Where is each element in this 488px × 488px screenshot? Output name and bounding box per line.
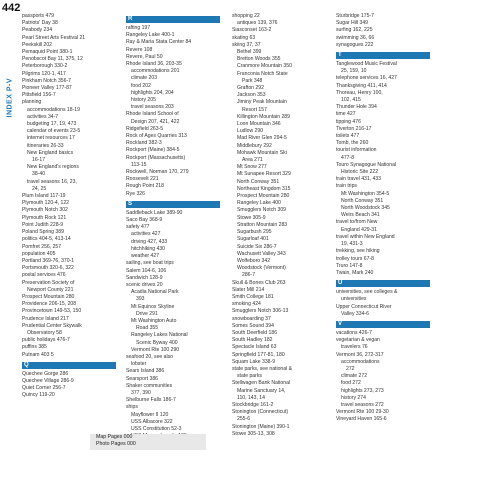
index-entry: 477-8 [341, 154, 355, 161]
index-entry: smoking 424 [232, 301, 261, 308]
index-entry: train travel 431, 433 [336, 176, 382, 183]
index-entry: calendar of events 23-5 [27, 128, 81, 135]
index-entry: time 427 [336, 111, 356, 118]
index-entry: Acadia National Park [131, 289, 179, 296]
index-entry: Rangeley Lake 400 [237, 200, 281, 207]
index-entry: Loon Mountain 346 [237, 121, 281, 128]
index-entry: population 405 [22, 250, 56, 257]
index-entry: 38-40 [32, 171, 46, 178]
index-entry: Sugarloaf 401 [237, 236, 269, 243]
index-entry: Pittsfield 156-7 [22, 92, 56, 99]
index-entry: vegetarian & vegan [336, 337, 380, 344]
index-entry: Skull & Bones Club 263 [232, 279, 286, 286]
index-entry: 113-15 [131, 161, 147, 168]
index-entry: Drive 291 [136, 310, 158, 317]
index-entry: climate 203 [131, 75, 158, 82]
index-entry: hitchhiking 430 [131, 245, 165, 252]
index-entry: New England basics [27, 149, 74, 156]
index-entry: Jiminy Peak Mountain [237, 99, 287, 106]
index-entry: trolley tours 67-8 [336, 255, 374, 262]
index-entry: vacations 426-7 [336, 329, 372, 336]
index-entry: Mohawk Mountain Ski [237, 149, 287, 156]
index-entry: politics 404-5, 413-14 [22, 236, 71, 243]
index-entry: Quechee Gorge 286 [22, 370, 69, 377]
index-entry: 102, 415 [341, 97, 361, 104]
index-entry: Jackson 353 [237, 92, 266, 99]
index-column-3 [232, 13, 328, 487]
index-column-1 [22, 13, 117, 487]
index-entry: Pilgrims 120-1, 417 [22, 70, 66, 77]
index-entry: Thanksgiving 411, 414 [336, 82, 387, 89]
index-entry: Area 271 [242, 157, 263, 164]
index-entry: Preservation Society of [22, 279, 75, 286]
index-entry: North Conway 351 [341, 197, 384, 204]
index-entry: North Woodstock 345 [341, 205, 390, 212]
index-entry: travel within New England [336, 233, 395, 240]
index-entry: 377, 390 [131, 389, 151, 396]
index-entry: Siasconset 163-2 [232, 27, 272, 34]
index-entry: Vermont 36, 272-317 [336, 351, 384, 358]
map-photo-pages-box [90, 434, 206, 450]
index-entry: Mayflower II 120 [131, 411, 169, 418]
index-entry: Pomfret 256, 257 [22, 243, 62, 250]
index-entry: tourist information [336, 147, 377, 154]
index-entry: Springfield 177-81, 180 [232, 351, 285, 358]
section-letter-heading: T [336, 52, 430, 59]
index-entry: safety 477 [126, 224, 150, 231]
index-entry: Marine Sanctuary 14, [237, 387, 286, 394]
index-entry: travel seasons 203 [131, 104, 174, 111]
section-letter-heading: R [126, 16, 220, 23]
index-entry: telephone services 16, 427 [336, 75, 397, 82]
index-entry: Mt Washington Auto [131, 317, 177, 324]
index-entry: Peterborough 330-2 [22, 63, 68, 70]
index-entry: Rangeley Lakes National [131, 332, 188, 339]
index-entry: Somes Sound 394 [232, 322, 274, 329]
index-entry: Ludlow 290 [237, 128, 264, 135]
index-entry: Sugarbush 295 [237, 229, 272, 236]
index-entry: Shelburne Falls 186-7 [126, 397, 176, 404]
index-entry: Upper Connecticut River [336, 303, 392, 310]
index-entry: Stellwagen Bank National [232, 380, 291, 387]
index-entry: Sears Island 386 [126, 368, 165, 375]
index-entry: Road 355 [136, 325, 159, 332]
section-letter-heading: V [336, 321, 430, 328]
index-entry: activities 427 [131, 231, 161, 238]
index-entry: 25, 159, 10 [341, 68, 367, 75]
index-entry: state parks, see national & [232, 365, 293, 372]
index-entry: England 429-31 [341, 226, 377, 233]
index-entry: Ridgefield 263-5 [126, 125, 164, 132]
index-entry: Mad River Glen 294-5 [237, 135, 287, 142]
index-entry: 255-6 [237, 416, 251, 423]
index-entry: Weirs Beach 341 [341, 212, 380, 219]
index-entry: snowboarding 37 [232, 315, 271, 322]
index-entry: Prudential Center Skywalk [22, 322, 82, 329]
index-entry: Portland 369-76, 370-1 [22, 257, 75, 264]
index-entry: Prospect Mountain 280 [237, 193, 290, 200]
index-entry: Plymouth 120-4, 122 [22, 200, 70, 207]
index-entry: Suicide Six 286-7 [237, 243, 277, 250]
index-entry: Quiet Corner 256-7 [22, 385, 66, 392]
index-entry: Historic Site 222 [341, 169, 379, 176]
index-entry: travel seasons 16, 23, [27, 178, 77, 185]
index-entry: accommodations 18-19 [27, 106, 80, 113]
index-entry: Point Judith 228-9 [22, 221, 64, 228]
index-entry: Stonington (Maine) 390-1 [232, 423, 290, 430]
index-entry: South Deerfield 186 [232, 329, 278, 336]
index-entry: Middlebury 292 [237, 142, 272, 149]
index-entry: Resort 157 [242, 106, 267, 113]
index-entry: Mt Snow 277 [237, 164, 267, 171]
index-entry: Rough Point 218 [126, 183, 164, 190]
index-entry: activities 34-7 [27, 113, 59, 120]
index-entry: skating 63 [232, 34, 256, 41]
index-entry: Smugglers Notch 309 [237, 207, 286, 214]
index-entry: Squam Lake 338-9 [232, 358, 276, 365]
index-entry: Peekskill 202 [22, 41, 53, 48]
index-entry: travel to/from New [336, 219, 378, 226]
index-entry: Cranmore Mountain 350 [237, 63, 292, 70]
index-entry: Park 348 [242, 77, 263, 84]
index-entry: Saco Bay 368-9 [126, 217, 163, 224]
index-entry: itineraries 26-33 [27, 142, 64, 149]
index-entry: Sugar Hill 349 [336, 20, 368, 27]
index-entry: Poland Spring 389 [22, 229, 64, 236]
index-entry: Saddleback Lake 389-90 [126, 209, 183, 216]
index-entry: public holidays 476-7 [22, 337, 70, 344]
index-entry: Plymouth Rock 121 [22, 214, 67, 221]
index-entry: driving 427, 433 [131, 238, 168, 245]
index-entry: shopping 22 [232, 13, 260, 19]
index-entry: Observatory 58 [27, 329, 62, 336]
side-tab-label: INDEX P-V [6, 77, 14, 118]
index-entry: Mt Sunapee Resort 329 [237, 171, 291, 178]
index-entry: seafood 20, see also [126, 353, 174, 360]
index-entry: Thoreau, Henry 100, [336, 89, 383, 96]
index-entry: Grafton 292 [237, 85, 264, 92]
index-entry: universities [341, 296, 367, 303]
index-entry: Sandwich 128-9 [126, 274, 163, 281]
index-entry: Salem 104-6, 106 [126, 267, 167, 274]
index-entry: Peabody 234 [22, 27, 53, 34]
index-entry: train trips [336, 183, 357, 190]
index-entry: Woodstock (Vermont) [237, 265, 286, 272]
index-column-4 [336, 13, 432, 487]
index-entry: 286-7 [242, 272, 256, 279]
index-entry: Pioneer Valley 177-87 [22, 85, 72, 92]
index-entry: Stratton Mountain 283 [237, 221, 288, 228]
index-entry: Mt Washington 354-5 [341, 190, 390, 197]
section-letter-heading: U [336, 280, 430, 287]
index-columns [18, 13, 486, 487]
index-entry: budgeting 17, 19, 473 [27, 121, 77, 128]
index-entry: South Hadley 182 [232, 337, 273, 344]
index-entry: planning [22, 99, 42, 106]
index-entry: Thunder Hole 394 [336, 104, 377, 111]
index-entry: New England's regions [27, 164, 79, 171]
index-entry: history 205 [131, 97, 156, 104]
index-entry: Twain, Mark 240 [336, 269, 374, 276]
index-entry: toilets 477 [336, 133, 360, 140]
index-entry: travelers 76 [341, 344, 368, 351]
map-pages-label: Map Pages 000 [96, 434, 133, 440]
index-entry: 110, 143, 14 [237, 394, 265, 401]
index-entry: Pinkham Notch 356-7 [22, 77, 71, 84]
index-entry: universities, see colleges & [336, 289, 398, 296]
index-entry: Northeast Kingdom 315 [237, 185, 291, 192]
index-entry: Pearl Street Arts Festival 21 [22, 34, 86, 41]
index-entry: food 202 [131, 82, 151, 89]
index-entry: Bethel 399 [237, 49, 262, 56]
index-entry: highlights 204, 204 [131, 89, 174, 96]
index-entry: Rangeley Lake 400-1 [126, 32, 175, 39]
index-entry: Touro Synagogue National [336, 161, 397, 168]
index-entry: Smugglers Notch 306-13 [232, 308, 289, 315]
index-entry: swimming 36, 66 [336, 34, 375, 41]
index-entry: Rockport (Massachusetts) [126, 154, 186, 161]
index-entry: Prospect Mountain 280 [22, 293, 75, 300]
index-entry: Rhode Island School of [126, 111, 179, 118]
index-entry: Spectacle Island 63 [232, 344, 277, 351]
index-entry: Killington Mountain 289 [237, 113, 290, 120]
index-entry: food 272 [341, 380, 361, 387]
index-column-2 [126, 13, 222, 487]
index-entry: Slater Mill 214 [232, 286, 265, 293]
index-entry: Shaker communities [126, 382, 173, 389]
index-entry: synagogues 222 [336, 41, 374, 48]
index-entry: Stowe 305-13, 308 [232, 430, 275, 437]
index-entry: Truro 147-8 [336, 262, 363, 269]
index-entry: 16-17 [32, 157, 46, 164]
index-entry: Franconia Notch State [237, 70, 288, 77]
index-entry: rafting 197 [126, 25, 151, 31]
index-entry: Rockwell, Norman 170, 279 [126, 169, 189, 176]
index-entry: Rock of Ages Quarries 313 [126, 133, 187, 140]
index-entry: accommodations 201 [131, 68, 180, 75]
index-entry: Bretton Woods 355 [237, 56, 281, 63]
index-entry: internet resources 17 [27, 135, 75, 142]
index-entry: Tiverton 216-17 [336, 125, 372, 132]
index-entry: weather 427 [131, 253, 160, 260]
section-letter-heading: S [126, 201, 220, 208]
index-entry: sailing, see boat trips [126, 260, 174, 267]
index-entry: Searsport 386 [126, 375, 158, 382]
index-entry: Patriots' Day 38 [22, 20, 58, 27]
index-entry: state parks [237, 373, 262, 380]
index-entry: Ray & Maria Stata Center 84 [126, 39, 192, 46]
index-entry: Rockland 382-3 [126, 140, 162, 147]
index-entry: Plum Island 117-19 [22, 193, 66, 200]
index-entry: Scenic Byway 400 [136, 339, 178, 346]
index-entry: Vermont Rte 100 29-30 [336, 409, 389, 416]
index-entry: Revere, Paul 50 [126, 53, 163, 60]
index-entry: Quincy 119-20 [22, 392, 55, 399]
index-entry: antiques 139, 376 [237, 20, 278, 27]
index-entry: 393 [136, 296, 145, 303]
index-entry: Tomb, the 260 [336, 140, 369, 147]
index-entry: Valley 334-6 [341, 310, 369, 317]
index-entry: Newport County 221 [27, 286, 74, 293]
index-entry: ships [126, 404, 138, 411]
index-entry: Pemaquid Point 380-1 [22, 49, 73, 56]
index-entry: Sturbridge 175-7 [336, 13, 374, 19]
index-entry: Rye 326 [126, 190, 145, 197]
index-entry: Revere 108 [126, 46, 153, 53]
index-entry: Tanglewood Music Festival [336, 61, 397, 68]
index-entry: Penobscot Bay 11, 375, 12 [22, 56, 83, 63]
index-entry: climate 272 [341, 373, 368, 380]
index-entry: accommodations [341, 358, 380, 365]
index-entry: history 274 [341, 394, 366, 401]
index-entry: North Conway 351 [237, 178, 280, 185]
index-entry: surfing 162, 225 [336, 27, 373, 34]
index-entry: Wachusett Valley 343 [237, 250, 286, 257]
index-entry: Stonington (Connecticut) [232, 409, 289, 416]
index-entry: postal services 476 [22, 272, 66, 279]
index-entry: highlights 273, 273 [341, 387, 384, 394]
index-side-tab [2, 60, 16, 122]
page-number: 442 [2, 2, 21, 14]
index-entry: Mt Equinox Skyline [131, 303, 175, 310]
index-entry: USS Constitution 52-3 [131, 425, 182, 432]
index-entry: trekking, see hiking [336, 248, 380, 255]
index-entry: Rockport (Maine) 384-5 [126, 147, 180, 154]
index-entry: Design 207, 421, 422 [131, 118, 180, 125]
index-entry: Rhode Island 36, 203-35 [126, 61, 182, 68]
index-entry: Stockbridge 161-2 [232, 401, 274, 408]
index-entry: Smith College 181 [232, 293, 274, 300]
index-entry: Roosevelt 221 [126, 176, 159, 183]
index-entry: Quechee Village 286-9 [22, 377, 74, 384]
index-entry: 272 [346, 365, 355, 372]
index-entry: Portsmouth 320-6, 322 [22, 265, 74, 272]
index-entry: 24, 25 [32, 185, 47, 192]
index-entry: scenic drives 20 [126, 281, 163, 288]
index-entry: 19, 431-3 [341, 241, 363, 248]
index-entry: Providence 206-15, 208 [22, 301, 77, 308]
index-entry: Stowe 305-9 [237, 214, 266, 221]
index-entry: Vermont Rte 100 290 [131, 346, 180, 353]
index-entry: Provincetown 149-53, 150 [22, 308, 82, 315]
index-entry: lobster [131, 361, 147, 368]
index-entry: passports 479 [22, 13, 54, 19]
index-entry: skiing 37, 37 [232, 41, 261, 48]
index-entry: travel seasons 272 [341, 401, 384, 408]
index-entry: Plymouth Notch 302 [22, 207, 68, 214]
index-entry: tipping 476 [336, 118, 361, 125]
photo-pages-label: Photo Pages 000 [96, 441, 136, 447]
index-entry: Wolfeboro 342 [237, 257, 271, 264]
index-entry: Prudence Island 217 [22, 315, 69, 322]
index-entry: USS Albacore 322 [131, 418, 173, 425]
index-entry: Putnam 403 5 [22, 351, 54, 358]
index-entry: puffins 385 [22, 344, 47, 351]
section-letter-heading: Q [22, 362, 116, 369]
index-entry: Vineyard Haven 165-6 [336, 416, 387, 423]
